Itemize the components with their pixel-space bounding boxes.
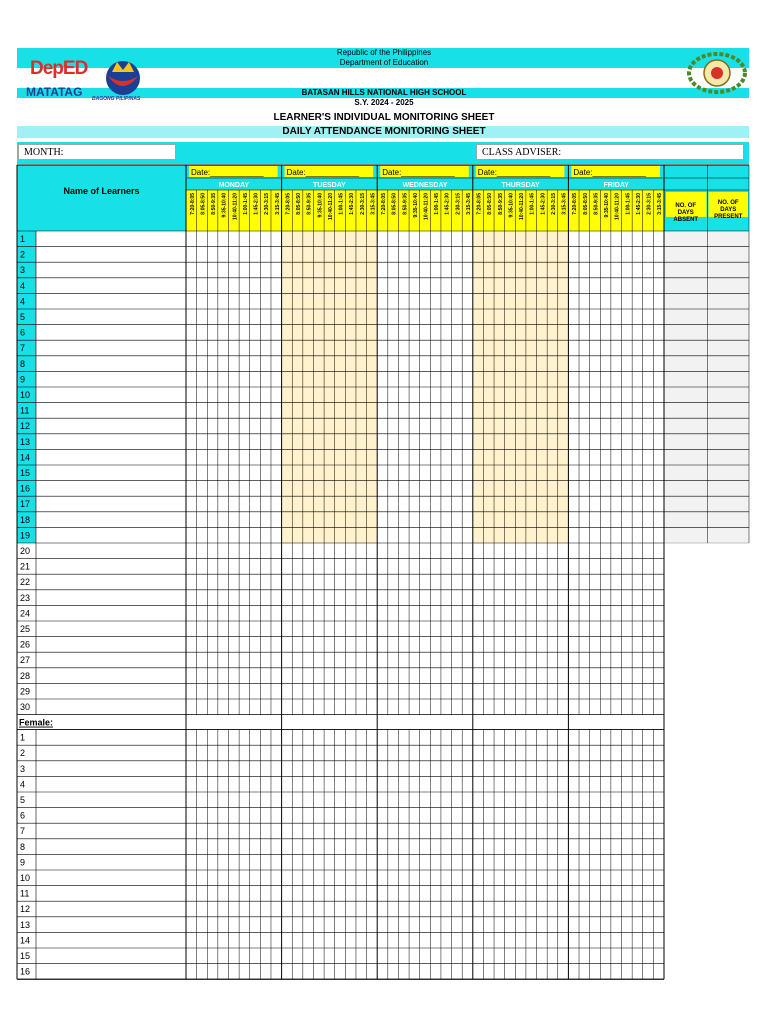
male-row-number: 21 [20, 561, 31, 572]
time-slot-label: 3:15-3:45 [465, 193, 472, 215]
date-label: Date:____________ [191, 168, 264, 177]
male-learner-name-cell[interactable] [36, 606, 186, 621]
time-slot-label: 7:20-8:05 [285, 193, 292, 215]
male-row-number: 25 [20, 624, 31, 634]
time-slot-label: 8:05-8:50 [200, 193, 207, 215]
male-learner-name-cell[interactable] [36, 294, 186, 309]
absent-header-label: ABSENT [673, 217, 699, 223]
female-learner-name-cell[interactable] [36, 761, 186, 776]
female-row-number: 13 [20, 919, 31, 930]
female-learner-name-cell[interactable] [36, 871, 186, 886]
female-row-number: 16 [20, 966, 31, 977]
time-slot-label: 9:35-10:40 [412, 193, 419, 218]
male-learner-name-cell[interactable] [36, 653, 186, 668]
male-row-number: 23 [20, 592, 31, 603]
female-row-number: 12 [20, 904, 31, 915]
male-row-number: 2 [20, 249, 26, 260]
time-slot-label: 8:50-9:35 [593, 193, 600, 215]
matatag-logo: MATATAG [26, 85, 83, 99]
male-learner-name-cell[interactable] [36, 497, 186, 512]
time-slot-label: 9:35-10:40 [221, 193, 228, 218]
male-row-number: 17 [20, 499, 31, 510]
month-field[interactable]: MONTH: [18, 144, 176, 160]
time-slot-label: 8:50-9:35 [211, 193, 218, 215]
female-learner-name-cell[interactable] [36, 902, 186, 917]
male-row-number: 6 [20, 327, 26, 338]
female-row-number: 14 [20, 935, 31, 946]
time-slot-label: 8:05-8:50 [296, 193, 303, 215]
female-row-number: 10 [20, 873, 31, 883]
time-slot-label: 1:00-1:45 [625, 193, 632, 215]
female-row-number: 2 [20, 748, 26, 759]
female-learner-name-cell[interactable] [36, 793, 186, 808]
day-label: THURSDAY [501, 182, 540, 189]
time-slot-label: 1:45-2:30 [540, 193, 547, 215]
male-learner-name-cell[interactable] [36, 637, 186, 652]
republic-text: Republic of the Philippines [336, 48, 432, 57]
day-label: MONDAY [218, 182, 250, 189]
name-header-cell [17, 165, 186, 231]
sheet-title-2: DAILY ATTENDANCE MONITORING SHEET [282, 126, 486, 137]
male-row-number: 7 [20, 343, 26, 354]
male-learner-name-cell[interactable] [36, 622, 186, 637]
male-row-number: 10 [20, 390, 31, 400]
female-learner-name-cell[interactable] [36, 839, 186, 854]
sheet-title-1: LEARNER'S INDIVIDUAL MONITORING SHEET [273, 112, 495, 123]
male-row-number: 12 [20, 421, 31, 432]
male-row-number: 14 [20, 452, 31, 463]
female-learner-name-cell[interactable] [36, 886, 186, 901]
male-row-number: 30 [20, 702, 31, 712]
bagong-pilipinas-text: BAGONG PILIPINAS [92, 96, 141, 102]
male-row-number: 29 [20, 686, 31, 697]
class-adviser-field[interactable]: CLASS ADVISER: [476, 144, 744, 160]
female-row-number: 6 [20, 810, 26, 821]
female-row-number: 9 [20, 857, 26, 868]
day-label: TUESDAY [312, 182, 346, 189]
time-slot-label: 2:30-3:15 [264, 193, 271, 215]
male-learner-name-cell[interactable] [36, 232, 186, 247]
male-learner-name-cell[interactable] [36, 325, 186, 340]
time-slot-label: 8:50-9:35 [402, 193, 409, 215]
female-row-number: 1 [20, 732, 26, 743]
time-slot-label: 9:35-10:40 [317, 193, 324, 218]
male-learner-name-cell[interactable] [36, 481, 186, 496]
female-learner-name-cell[interactable] [36, 917, 186, 932]
male-row-number: 24 [20, 608, 31, 619]
absent-header-label: DAYS [677, 210, 694, 216]
male-learner-name-cell[interactable] [36, 559, 186, 574]
male-learner-name-cell[interactable] [36, 372, 186, 387]
male-row-number: 11 [20, 405, 30, 416]
time-slot-label: 8:05-8:50 [582, 193, 589, 215]
male-row-number: 1 [20, 234, 26, 244]
male-learner-name-cell[interactable] [36, 684, 186, 699]
time-slot-label: 8:50-9:35 [306, 193, 313, 215]
time-slot-label: 8:05-8:50 [487, 193, 494, 215]
male-row-number: 4 [20, 280, 26, 291]
male-learner-name-cell[interactable] [36, 419, 186, 434]
male-row-number: 16 [20, 483, 31, 494]
time-slot-label: 1:45-2:30 [635, 193, 642, 215]
female-row-number: 15 [20, 951, 31, 961]
time-slot-label: 2:30-3:15 [359, 193, 366, 215]
absent-header-label: NO. OF [675, 203, 697, 209]
time-slot-label: 3:15-3:45 [370, 193, 377, 215]
male-row-number: 5 [20, 312, 26, 322]
time-slot-label: 1:45-2:30 [444, 193, 451, 215]
female-learner-name-cell[interactable] [36, 949, 186, 964]
male-learner-name-cell[interactable] [36, 388, 186, 403]
male-row-number: 19 [20, 530, 31, 541]
female-row-number: 3 [20, 763, 26, 774]
male-learner-name-cell[interactable] [36, 263, 186, 278]
male-learner-name-cell[interactable] [36, 575, 186, 590]
male-row-number: 13 [20, 436, 31, 447]
time-slot-label: 1:00-1:45 [434, 193, 441, 215]
time-slot-label: 7:20-8:05 [572, 193, 579, 215]
male-learner-name-cell[interactable] [36, 528, 186, 543]
male-learner-name-cell[interactable] [36, 247, 186, 262]
time-slot-label: 10:40-11:20 [614, 193, 621, 220]
name-of-learners-header: Name of Learners [63, 186, 140, 196]
male-learner-name-cell[interactable] [36, 450, 186, 465]
school-year: S.Y. 2024 - 2025 [354, 98, 414, 107]
deped-logo: DepED [30, 58, 88, 79]
male-row-number: 20 [20, 546, 31, 556]
time-slot-label: 10:40-11:20 [327, 193, 334, 220]
female-row-number: 4 [20, 779, 26, 790]
time-slot-label: 7:20-8:05 [189, 193, 196, 215]
female-learner-name-cell[interactable] [36, 824, 186, 839]
female-learner-name-cell[interactable] [36, 808, 186, 823]
time-slot-label: 1:45-2:30 [253, 193, 260, 215]
time-slot-label: 8:50-9:35 [497, 193, 504, 215]
male-learner-name-cell[interactable] [36, 356, 186, 371]
school-name: BATASAN HILLS NATIONAL HIGH SCHOOL [301, 88, 467, 97]
present-header-label: DAYS [720, 207, 737, 213]
present-header-label: PRESENT [714, 214, 743, 220]
time-slot-label: 10:40-11:20 [232, 192, 239, 220]
male-row-number: 18 [20, 514, 31, 525]
time-slot-label: 10:40-11:20 [519, 193, 526, 220]
male-learner-name-cell[interactable] [36, 668, 186, 683]
female-row-number: 5 [20, 795, 26, 805]
male-learner-name-cell[interactable] [36, 512, 186, 527]
time-slot-label: 7:20-8:05 [476, 193, 483, 215]
male-learner-name-cell[interactable] [36, 341, 186, 356]
time-slot-label: 3:15-3:45 [274, 193, 281, 215]
male-row-number: 9 [20, 374, 26, 385]
female-row-number: 11 [20, 888, 30, 899]
male-row-number: 15 [20, 468, 31, 478]
female-learner-name-cell[interactable] [36, 964, 186, 979]
female-row-number: 8 [20, 841, 26, 852]
date-label: Date:____________ [477, 168, 551, 177]
male-row-number: 28 [20, 670, 31, 681]
male-learner-name-cell[interactable] [36, 544, 186, 559]
time-slot-label: 9:35-10:40 [604, 193, 611, 218]
male-learner-name-cell[interactable] [36, 434, 186, 449]
department-text: Department of Education [339, 58, 429, 67]
female-row-number: 7 [20, 826, 26, 837]
female-learner-name-cell[interactable] [36, 730, 186, 745]
female-learner-name-cell[interactable] [36, 777, 186, 792]
male-learner-name-cell[interactable] [36, 278, 186, 293]
female-section-label: Female: [19, 717, 54, 728]
time-slot-label: 8:05-8:50 [391, 193, 398, 215]
male-learner-name-cell[interactable] [36, 700, 186, 715]
female-learner-name-cell[interactable] [36, 746, 186, 761]
male-learner-name-cell[interactable] [36, 466, 186, 481]
time-slot-label: 7:20-8:05 [381, 193, 388, 215]
male-row-number: 27 [20, 655, 31, 666]
male-learner-name-cell[interactable] [36, 310, 186, 325]
time-slot-label: 2:30-3:15 [455, 193, 462, 215]
date-label: Date:____________ [286, 168, 360, 177]
time-slot-label: 3:15-3:45 [561, 193, 568, 215]
day-label: FRIDAY [603, 182, 629, 189]
time-slot-label: 1:00-1:45 [338, 193, 345, 215]
time-slot-label: 2:30-3:15 [646, 193, 653, 215]
female-learner-name-cell[interactable] [36, 933, 186, 948]
time-slot-label: 10:40-11:20 [423, 193, 430, 220]
male-row-number: 8 [20, 358, 26, 369]
time-slot-label: 1:00-1:45 [242, 193, 249, 215]
male-row-number: 26 [20, 639, 31, 650]
male-learner-name-cell[interactable] [36, 403, 186, 418]
male-row-number: 4 [20, 296, 26, 307]
time-slot-label: 9:35-10:40 [508, 193, 515, 218]
time-slot-label: 1:45-2:30 [349, 193, 356, 215]
male-learner-name-cell[interactable] [36, 590, 186, 605]
date-label: Date:____________ [573, 168, 646, 177]
present-header-label: NO. OF [717, 200, 739, 206]
male-row-number: 22 [20, 577, 31, 588]
time-slot-label: 1:00-1:45 [529, 193, 536, 215]
male-row-number: 3 [20, 265, 26, 276]
day-label: WEDNESDAY [402, 182, 448, 189]
date-label: Date:____________ [382, 168, 455, 177]
time-slot-label: 3:15-3:45 [657, 193, 664, 215]
time-slot-label: 2:30-3:15 [550, 193, 557, 215]
female-learner-name-cell[interactable] [36, 855, 186, 870]
